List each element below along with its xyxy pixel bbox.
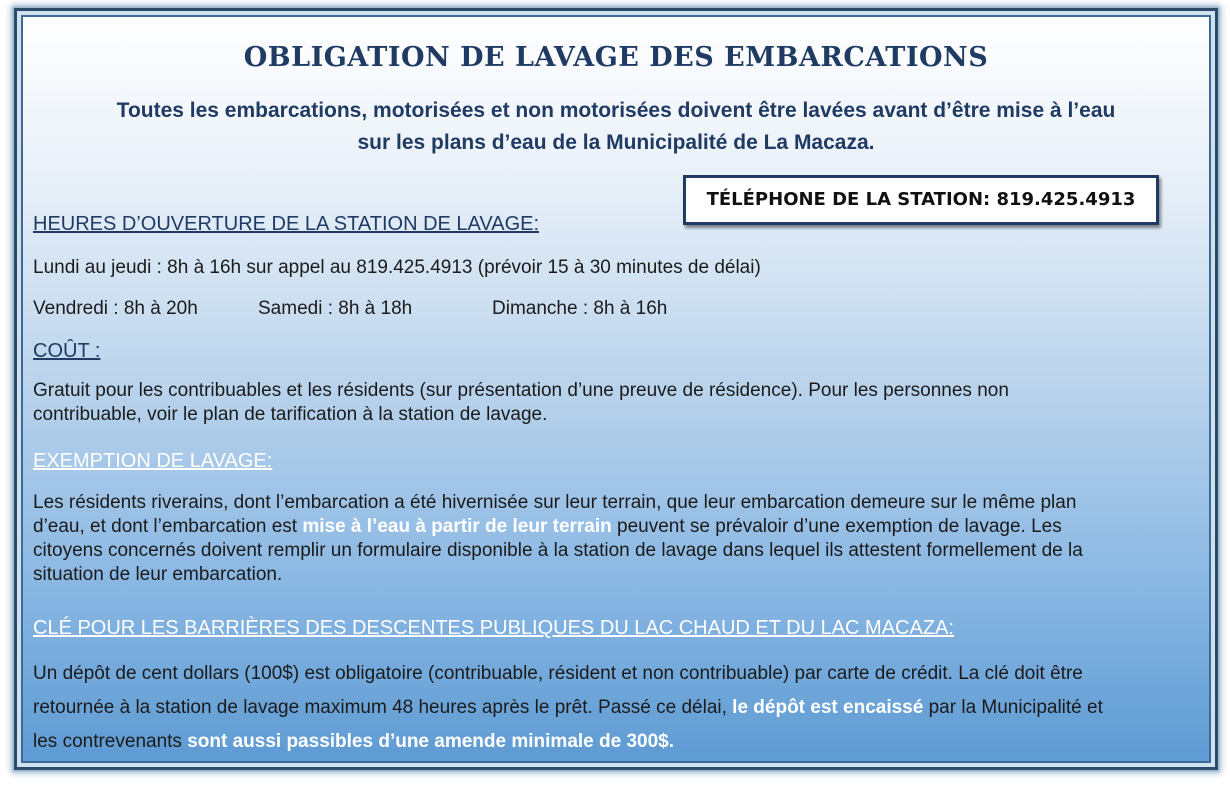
hours-weekend xyxy=(33,298,1133,320)
exemption-line-2-start: d’eau, et dont l’embarcation est xyxy=(33,516,303,537)
hours-heading: HEURES D’OUVERTURE DE LA STATION DE LAVAGE: xyxy=(33,213,540,235)
cost-text xyxy=(33,379,1189,427)
key-heading: CLÉ POUR LES BARRIÈRES DES DESCENTES PUBLIQUES DU LAC CHAUD ET DU LAC MACAZA: xyxy=(33,617,954,639)
station-phone-box: TÉLÉPHONE DE LA STATION: 819.425.4913 xyxy=(683,175,1159,225)
hours-saturday: Samedi : 8h à 18h xyxy=(258,298,413,319)
hours-sunday: Dimanche : 8h à 16h xyxy=(492,298,668,319)
key-line-3 xyxy=(33,725,1189,759)
exemption-heading: EXEMPTION DE LAVAGE: xyxy=(33,450,273,472)
key-line-1: Un dépôt de cent dollars (100$) est obligatoire (contribuable, résident et non contribuable) par carte de crédit. La clé doit être xyxy=(33,663,1083,684)
key-line-3-start: les contrevenants xyxy=(33,731,188,752)
subtitle-line-1: Toutes les embarcations, motorisées et non motorisées doivent être lavées avant d’être mise à l’eau xyxy=(116,99,1116,122)
key-line-2 xyxy=(33,691,1189,725)
hours-weekday: Lundi au jeudi : 8h à 16h sur appel au 819.425.4913 (prévoir 15 à 30 minutes de délai) xyxy=(33,257,761,278)
cost-line-1: Gratuit pour les contribuables et les résidents (sur présentation d’une preuve de résidence). Pour les personnes non xyxy=(33,380,1009,401)
exemption-line-2-end: peuvent se prévaloir d’une exemption de lavage. Les xyxy=(611,516,1062,537)
exemption-line-3: citoyens concernés doivent remplir un formulaire disponible à la station de lavage dans lequel ils attestent formellement de la xyxy=(33,540,1083,561)
cost-heading: COÛT : xyxy=(33,340,101,362)
key-deposit-highlight: le dépôt est encaissé xyxy=(732,697,924,718)
exemption-line-2 xyxy=(33,515,1189,539)
cost-line-2: contribuable, voir le plan de tarification à la station de lavage. xyxy=(33,404,548,425)
notice-title: OBLIGATION DE LAVAGE DES EMBARCATIONS xyxy=(243,42,989,73)
exemption-highlight: mise à l’eau à partir de leur terrain xyxy=(302,516,612,537)
key-line-2-end: par la Municipalité et xyxy=(923,697,1103,718)
notice-frame xyxy=(14,8,1218,770)
key-text xyxy=(33,657,1189,759)
hours-friday: Vendredi : 8h à 20h xyxy=(33,298,198,319)
exemption-line-1: Les résidents riverains, dont l’embarcation a été hivernisée sur leur terrain, que leur embarcation demeure sur le même plan xyxy=(33,492,1077,513)
key-line-2-start: retournée à la station de lavage maximum 48 heures après le prêt. Passé ce délai, xyxy=(33,697,733,718)
exemption-text xyxy=(33,491,1189,587)
notice-panel xyxy=(21,15,1211,763)
key-fine-highlight: sont aussi passibles d’une amende minimale de 300$. xyxy=(187,731,675,752)
subtitle-line-2: sur les plans d’eau de la Municipalité de La Macaza. xyxy=(357,131,875,154)
exemption-line-4: situation de leur embarcation. xyxy=(33,564,283,585)
notice-subtitle xyxy=(43,95,1189,159)
